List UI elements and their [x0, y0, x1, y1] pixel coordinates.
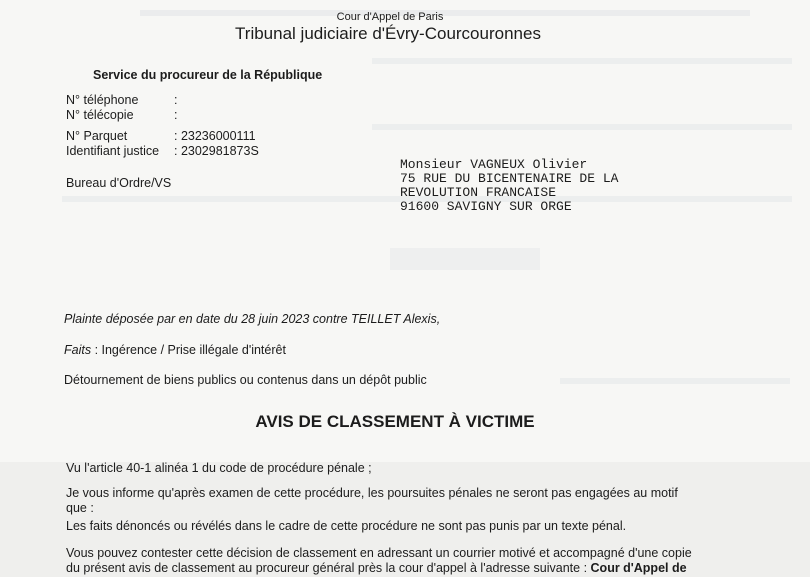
facts-line — [64, 343, 286, 357]
show-through-artifact — [560, 378, 790, 384]
show-through-artifact — [372, 58, 792, 64]
paragraph-appeal-cont — [66, 561, 687, 575]
fax-label: N° télécopie — [66, 108, 134, 122]
appeal-court-name: Cour d'Appel de — [590, 561, 687, 575]
document-title: AVIS DE CLASSEMENT À VICTIME — [255, 412, 535, 431]
service-heading: Service du procureur de la République — [93, 68, 323, 82]
show-through-artifact — [372, 124, 792, 130]
paragraph-appeal: Vous pouvez contester cette décision de classement en adressant un courrier motivé et accompagné d'une copie — [66, 546, 692, 560]
appeal-text: du présent avis de classement au procureur général près la cour d'appel à l'adresse suivante : — [66, 561, 588, 575]
justice-id-value: : 2302981873S — [174, 144, 259, 158]
complaint-line: Plainte déposée par en date du 28 juin 2023 contre TEILLET Alexis, — [64, 312, 441, 326]
paragraph-legal-basis: Vu l'article 40-1 alinéa 1 du code de procédure pénale ; — [66, 461, 372, 475]
paragraph-decision: Je vous informe qu'après examen de cette procédure, les poursuites pénales ne seront pas engagées au motif — [66, 486, 678, 500]
parquet-number: : 23236000111 — [174, 129, 256, 143]
court-name: Cour d'Appel de Paris — [336, 11, 444, 23]
bureau-reference: Bureau d'Ordre/VS — [66, 176, 172, 190]
phone-label: N° téléphone — [66, 93, 139, 107]
facts-label: Faits — [64, 343, 92, 357]
facts-text: : Ingérence / Prise illégale d'intérêt — [91, 343, 286, 357]
recipient-address-line: 75 RUE DU BICENTENAIRE DE LA — [400, 171, 619, 186]
recipient-address-line: 91600 SAVIGNY SUR ORGE — [400, 199, 572, 214]
show-through-artifact — [390, 248, 540, 270]
phone-separator: : — [174, 93, 178, 107]
paragraph-reason: Les faits dénoncés ou révélés dans le cadre de cette procédure ne sont pas punis par un texte pénal. — [66, 519, 627, 533]
facts-line-2: Détournement de biens publics ou contenus dans un dépôt public — [64, 373, 427, 387]
recipient-address-line: REVOLUTION FRANCAISE — [400, 185, 557, 200]
parquet-label: N° Parquet — [66, 129, 128, 143]
recipient-name: Monsieur VAGNEUX Olivier — [400, 157, 588, 172]
fax-separator: : — [174, 108, 178, 122]
justice-id-label: Identifiant justice — [66, 144, 160, 158]
paragraph-decision-cont: que : — [66, 501, 94, 515]
tribunal-name: Tribunal judiciaire d'Évry-Courcouronnes — [235, 24, 541, 43]
